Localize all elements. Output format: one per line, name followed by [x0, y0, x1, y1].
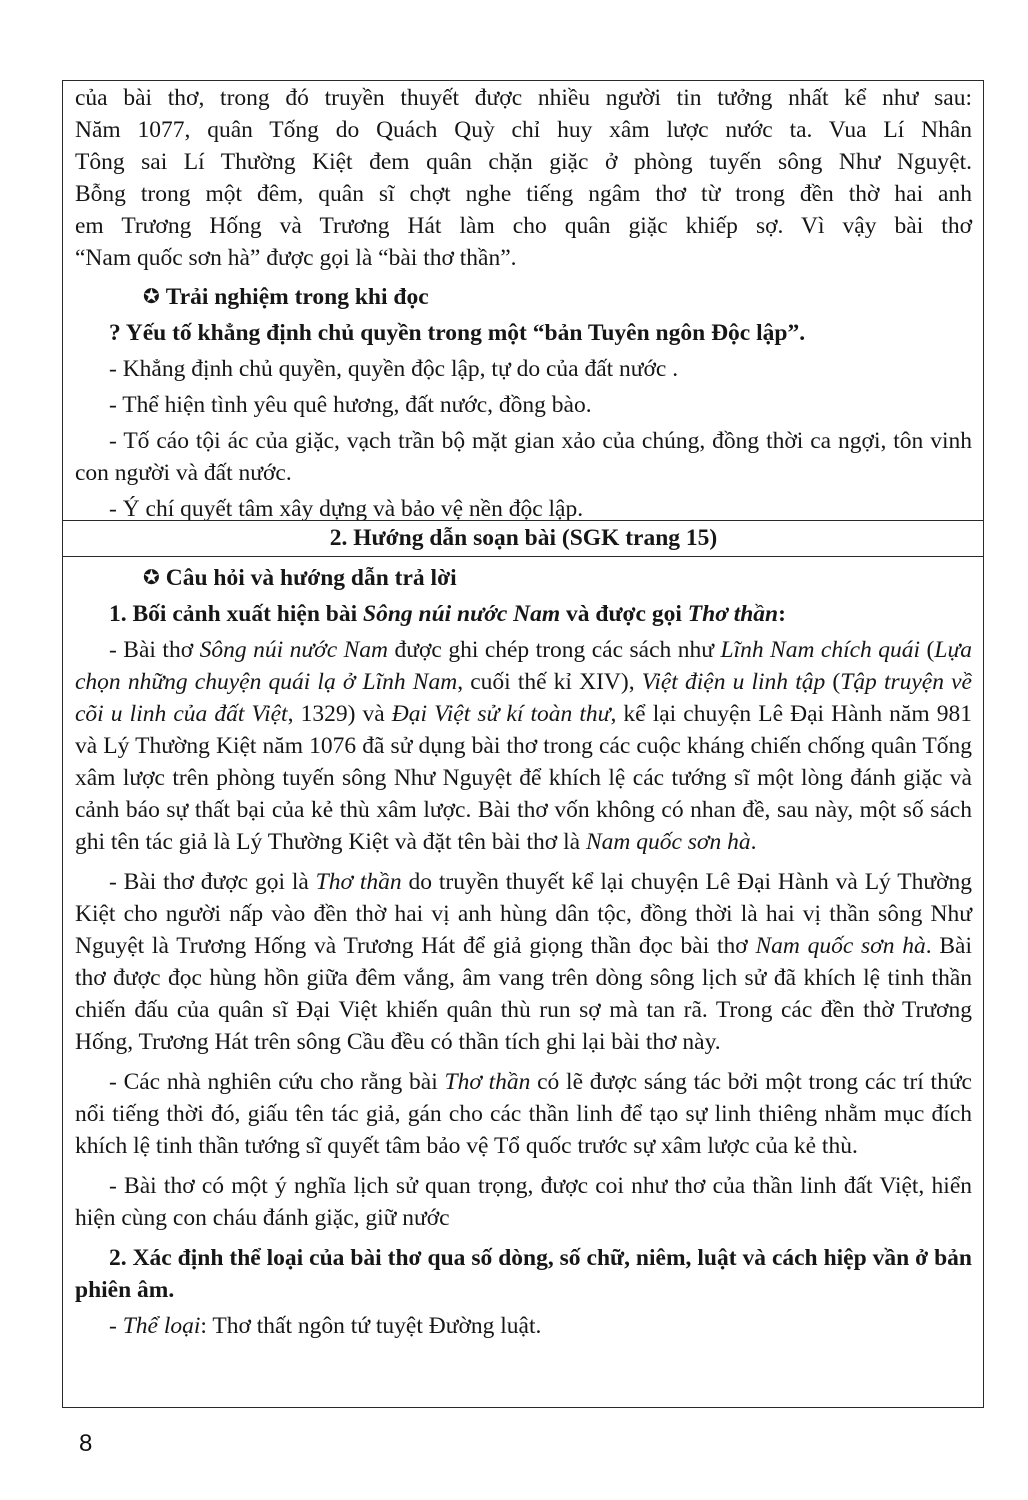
- italic-run: Lựa chọn những chuyện quái lạ ở Lĩnh Nam: [75, 637, 973, 695]
- text-run: được ghi chép trong các sách như: [388, 637, 721, 663]
- experience-heading: [75, 280, 972, 313]
- question-heading: ? Yếu tố khẳng định chủ quyền trong một “bản Tuyên ngôn Độc lập”.: [109, 320, 806, 346]
- answer-item: - Thể hiện tình yêu quê hương, đất nước, đồng bào.: [109, 392, 592, 418]
- section-questions: [63, 557, 983, 1407]
- section-legend-and-experience: [63, 81, 983, 520]
- text-run: , cuối thế kỉ XIV),: [457, 669, 642, 695]
- qa-heading-text: Câu hỏi và hướng dẫn trả lời: [165, 565, 457, 591]
- italic-run: Thơ thần: [315, 869, 402, 895]
- section-title: 2. Hướng dẫn soạn bài (SGK trang 15): [329, 525, 718, 551]
- italic-run: Tập truyện về cõi u linh của đất Việt: [75, 669, 972, 727]
- q1-prefix: 1. Bối cảnh xuất hiện bài: [109, 601, 363, 627]
- q2-answer: - Thể loại: Thơ thất ngôn tứ tuyệt Đường luật.: [109, 1313, 542, 1339]
- text-run: . Bài thơ được đọc hùng hồn giữa đêm vắng, âm vang trên dòng sông lịch sử đã khích lệ tinh thần chiến đấu của quân sĩ Đại Việt khiến quân thù run sợ mà tan rã. Trong các đền thờ Trương Hống, Trương Hát trên sông Cầu đều có thần tích ghi lại bài thơ này.: [75, 933, 972, 1055]
- q1-title-italic: Sông núi nước Nam: [363, 601, 561, 627]
- text-run: (: [825, 669, 841, 695]
- q1-term-italic: Thơ thần: [687, 601, 779, 627]
- qa-heading: [75, 561, 972, 594]
- text-run: - Các nhà nghiên cứu cho rằng bài: [109, 1069, 445, 1095]
- experience-heading-text: Trải nghiệm trong khi đọc: [165, 284, 429, 310]
- text-run: có lẽ được sáng tác bởi một trong các trí thức nổi tiếng thời đó, giấu tên tác giả, gán cho các thần linh để tạo sự linh thiêng nhằm mục đích khích lệ tinh thần tướng sĩ quyết tâm bảo vệ Tổ quốc trước sự xâm lược của kẻ thù.: [75, 1069, 972, 1159]
- text-line: của bài thơ, trong đó truyền thuyết được nhiều người tin tưởng nhất kể như sau:: [75, 85, 972, 111]
- legend-paragraph: [75, 82, 972, 274]
- text-run: - Bài thơ: [109, 637, 200, 663]
- text-run: .: [750, 829, 757, 855]
- text-line: Năm 1077, quân Tống do Quách Quỳ chỉ huy xâm lược nước ta. Vua Lí Nhân: [75, 117, 972, 143]
- text-run: , kể lại chuyện Lê Đại Hành năm 981 và Lý Thường Kiệt năm 1076 đã sử dụng bài thơ trong các cuộc kháng chiến chống quân Tống xâm lược trên phòng tuyến sông Như Nguyệt để khích lệ các tướng sĩ một lòng đánh giặc và cảnh báo sự thất bại của kẻ thù xâm lược. Bài thơ vốn không có nhan đề, sau này, một số sách ghi tên tác giả là Lý Thường Kiệt và đặt tên bài thơ là: [75, 701, 972, 855]
- text-run: : Thơ thất ngôn tứ tuyệt Đường luật.: [200, 1313, 542, 1339]
- q1-suffix: :: [778, 601, 786, 627]
- q1-paragraph-research: [75, 1066, 972, 1162]
- italic-run: Nam quốc sơn hà: [585, 829, 751, 855]
- q1-paragraph-sources: [75, 634, 972, 858]
- section-guide-title: [63, 520, 983, 557]
- text-run: , 1329) và: [287, 701, 392, 727]
- q1-paragraph-legend: [75, 866, 972, 1058]
- star-circle-icon: ✪: [143, 284, 160, 308]
- text-line: “Nam quốc sơn hà” được gọi là “bài thơ thần”.: [75, 245, 517, 271]
- page-number: 8: [79, 1430, 93, 1457]
- italic-run: Nam quốc sơn hà: [755, 933, 926, 959]
- italic-run: Thể loại: [122, 1313, 201, 1339]
- italic-run: Thơ thần: [444, 1069, 531, 1095]
- italic-run: Sông núi nước Nam: [199, 637, 389, 663]
- answer-item: - Khẳng định chủ quyền, quyền độc lập, tự do của đất nước .: [109, 356, 679, 382]
- text-line: Tông sai Lí Thường Kiệt đem quân chặn giặc ở phòng tuyến sông Như Nguyệt.: [75, 149, 972, 175]
- italic-run: Đại Việt sử kí toàn thư: [391, 701, 611, 727]
- question-1-heading: [75, 598, 972, 630]
- text-run: - Bài thơ được gọi là: [109, 869, 316, 895]
- content-frame: [62, 80, 984, 1408]
- text-run: do truyền thuyết kể lại chuyện Lê Đại Hành và Lý Thường Kiệt cho người nấp vào đền thờ hai vị anh hùng dân tộc, đồng thời là hai vị thần sông Như Nguyệt là Trương Hống và Trương Hát để giả giọng thần đọc bài thơ: [75, 869, 972, 959]
- star-circle-icon: ✪: [143, 565, 160, 589]
- text-line: Bỗng trong một đêm, quân sĩ chợt nghe tiếng ngâm thơ từ trong đền thờ hai anh: [75, 181, 972, 207]
- answer-item: - Tố cáo tội ác của giặc, vạch trần bộ mặt gian xảo của chúng, đồng thời ca ngợi, tôn vinh con người và đất nước.: [75, 428, 972, 486]
- answer-item: - Ý chí quyết tâm xây dựng và bảo vệ nền độc lập.: [109, 496, 584, 522]
- text-run: (: [920, 637, 935, 663]
- italic-run: Việt điện u linh tập: [641, 669, 826, 695]
- italic-run: Lĩnh Nam chích quái: [720, 637, 921, 663]
- q1-middle: và được gọi: [560, 601, 688, 627]
- question-2-heading: 2. Xác định thể loại của bài thơ qua số dòng, số chữ, niêm, luật và cách hiệp vần ở bản phiên âm.: [75, 1245, 972, 1303]
- text-line: em Trương Hống và Trương Hát làm cho quân giặc khiếp sợ. Vì vậy bài thơ: [75, 213, 972, 239]
- q1-paragraph-significance: - Bài thơ có một ý nghĩa lịch sử quan trọng, được coi như thơ của thần linh đất Việt, hiển hiện cùng con cháu đánh giặc, giữ nước: [75, 1173, 972, 1231]
